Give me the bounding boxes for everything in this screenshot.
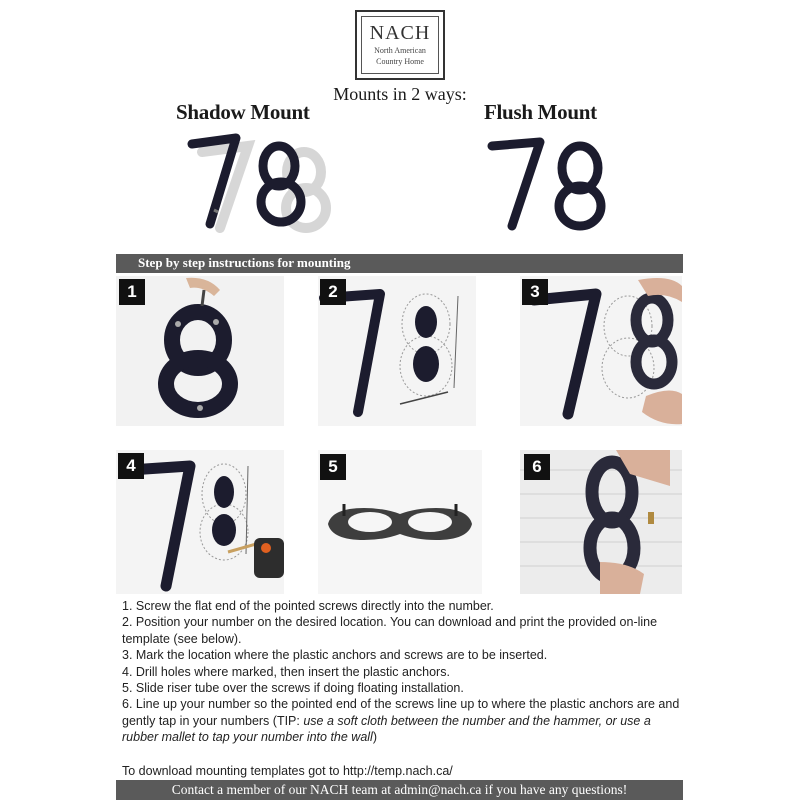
step-5-number: 5 xyxy=(320,454,346,480)
instruction-3: 3. Mark the location where the plastic anchors and screws are to be inserted. xyxy=(122,648,548,663)
step-6-photo xyxy=(520,450,682,594)
instruction-5: 5. Slide riser tube over the screws if doing floating installation. xyxy=(122,681,464,696)
step-1-number: 1 xyxy=(119,279,145,305)
shadow-mount-photo xyxy=(176,128,346,238)
instruction-2: 2. Position your number on the desired location. You can download and print the provided on-line template (see below). xyxy=(122,615,658,646)
logo-title: NACH xyxy=(369,22,431,44)
flush-mount-numbers xyxy=(484,128,624,238)
contact-footer-text: Contact a member of our NACH team at admin@nach.ca if you have any questions! xyxy=(171,782,628,797)
step-6-number: 6 xyxy=(524,454,550,480)
instruction-6-close: ) xyxy=(372,730,377,745)
step-2-photo xyxy=(318,276,476,426)
step-3-number: 3 xyxy=(522,279,548,305)
instructions-list xyxy=(122,598,682,746)
instruction-4: 4. Drill holes where marked, then insert the plastic anchors. xyxy=(122,664,450,679)
instruction-1: 1. Screw the flat end of the pointed screws directly into the number. xyxy=(122,599,494,613)
flush-mount-photo xyxy=(484,128,624,238)
contact-footer-bar xyxy=(116,780,683,800)
download-templates-text: To download mounting templates got to http://temp.nach.ca/ xyxy=(122,764,453,778)
shadow-mount-numbers xyxy=(176,128,346,238)
mounts-heading: Mounts in 2 ways: xyxy=(333,84,467,104)
step-4-photo xyxy=(116,450,284,594)
step-3-photo xyxy=(520,276,682,426)
nach-logo xyxy=(355,10,445,80)
instruction-6-tip: use a soft cloth between the number and the hammer, or use a rubber mallet to tap your number into the wall xyxy=(122,713,651,745)
logo-line-2: Country Home xyxy=(376,57,424,66)
shadow-mount-title: Shadow Mount xyxy=(176,100,310,124)
logo-frame xyxy=(361,16,439,74)
step-4-number: 4 xyxy=(118,453,144,479)
step-by-step-bar xyxy=(116,254,683,273)
instruction-6 xyxy=(122,696,682,745)
flush-mount-title: Flush Mount xyxy=(484,100,597,124)
step-5-photo xyxy=(318,450,482,594)
logo-line-1: North American xyxy=(374,46,426,55)
step-bar-label: Step by step instructions for mounting xyxy=(138,255,351,270)
step-2-number: 2 xyxy=(320,279,346,305)
step-1-photo xyxy=(116,276,284,426)
instruction-6-text: 6. Line up your number so the pointed end of the screws line up to where the plastic anchors are and gently tap in your numbers (TIP: xyxy=(122,697,680,728)
